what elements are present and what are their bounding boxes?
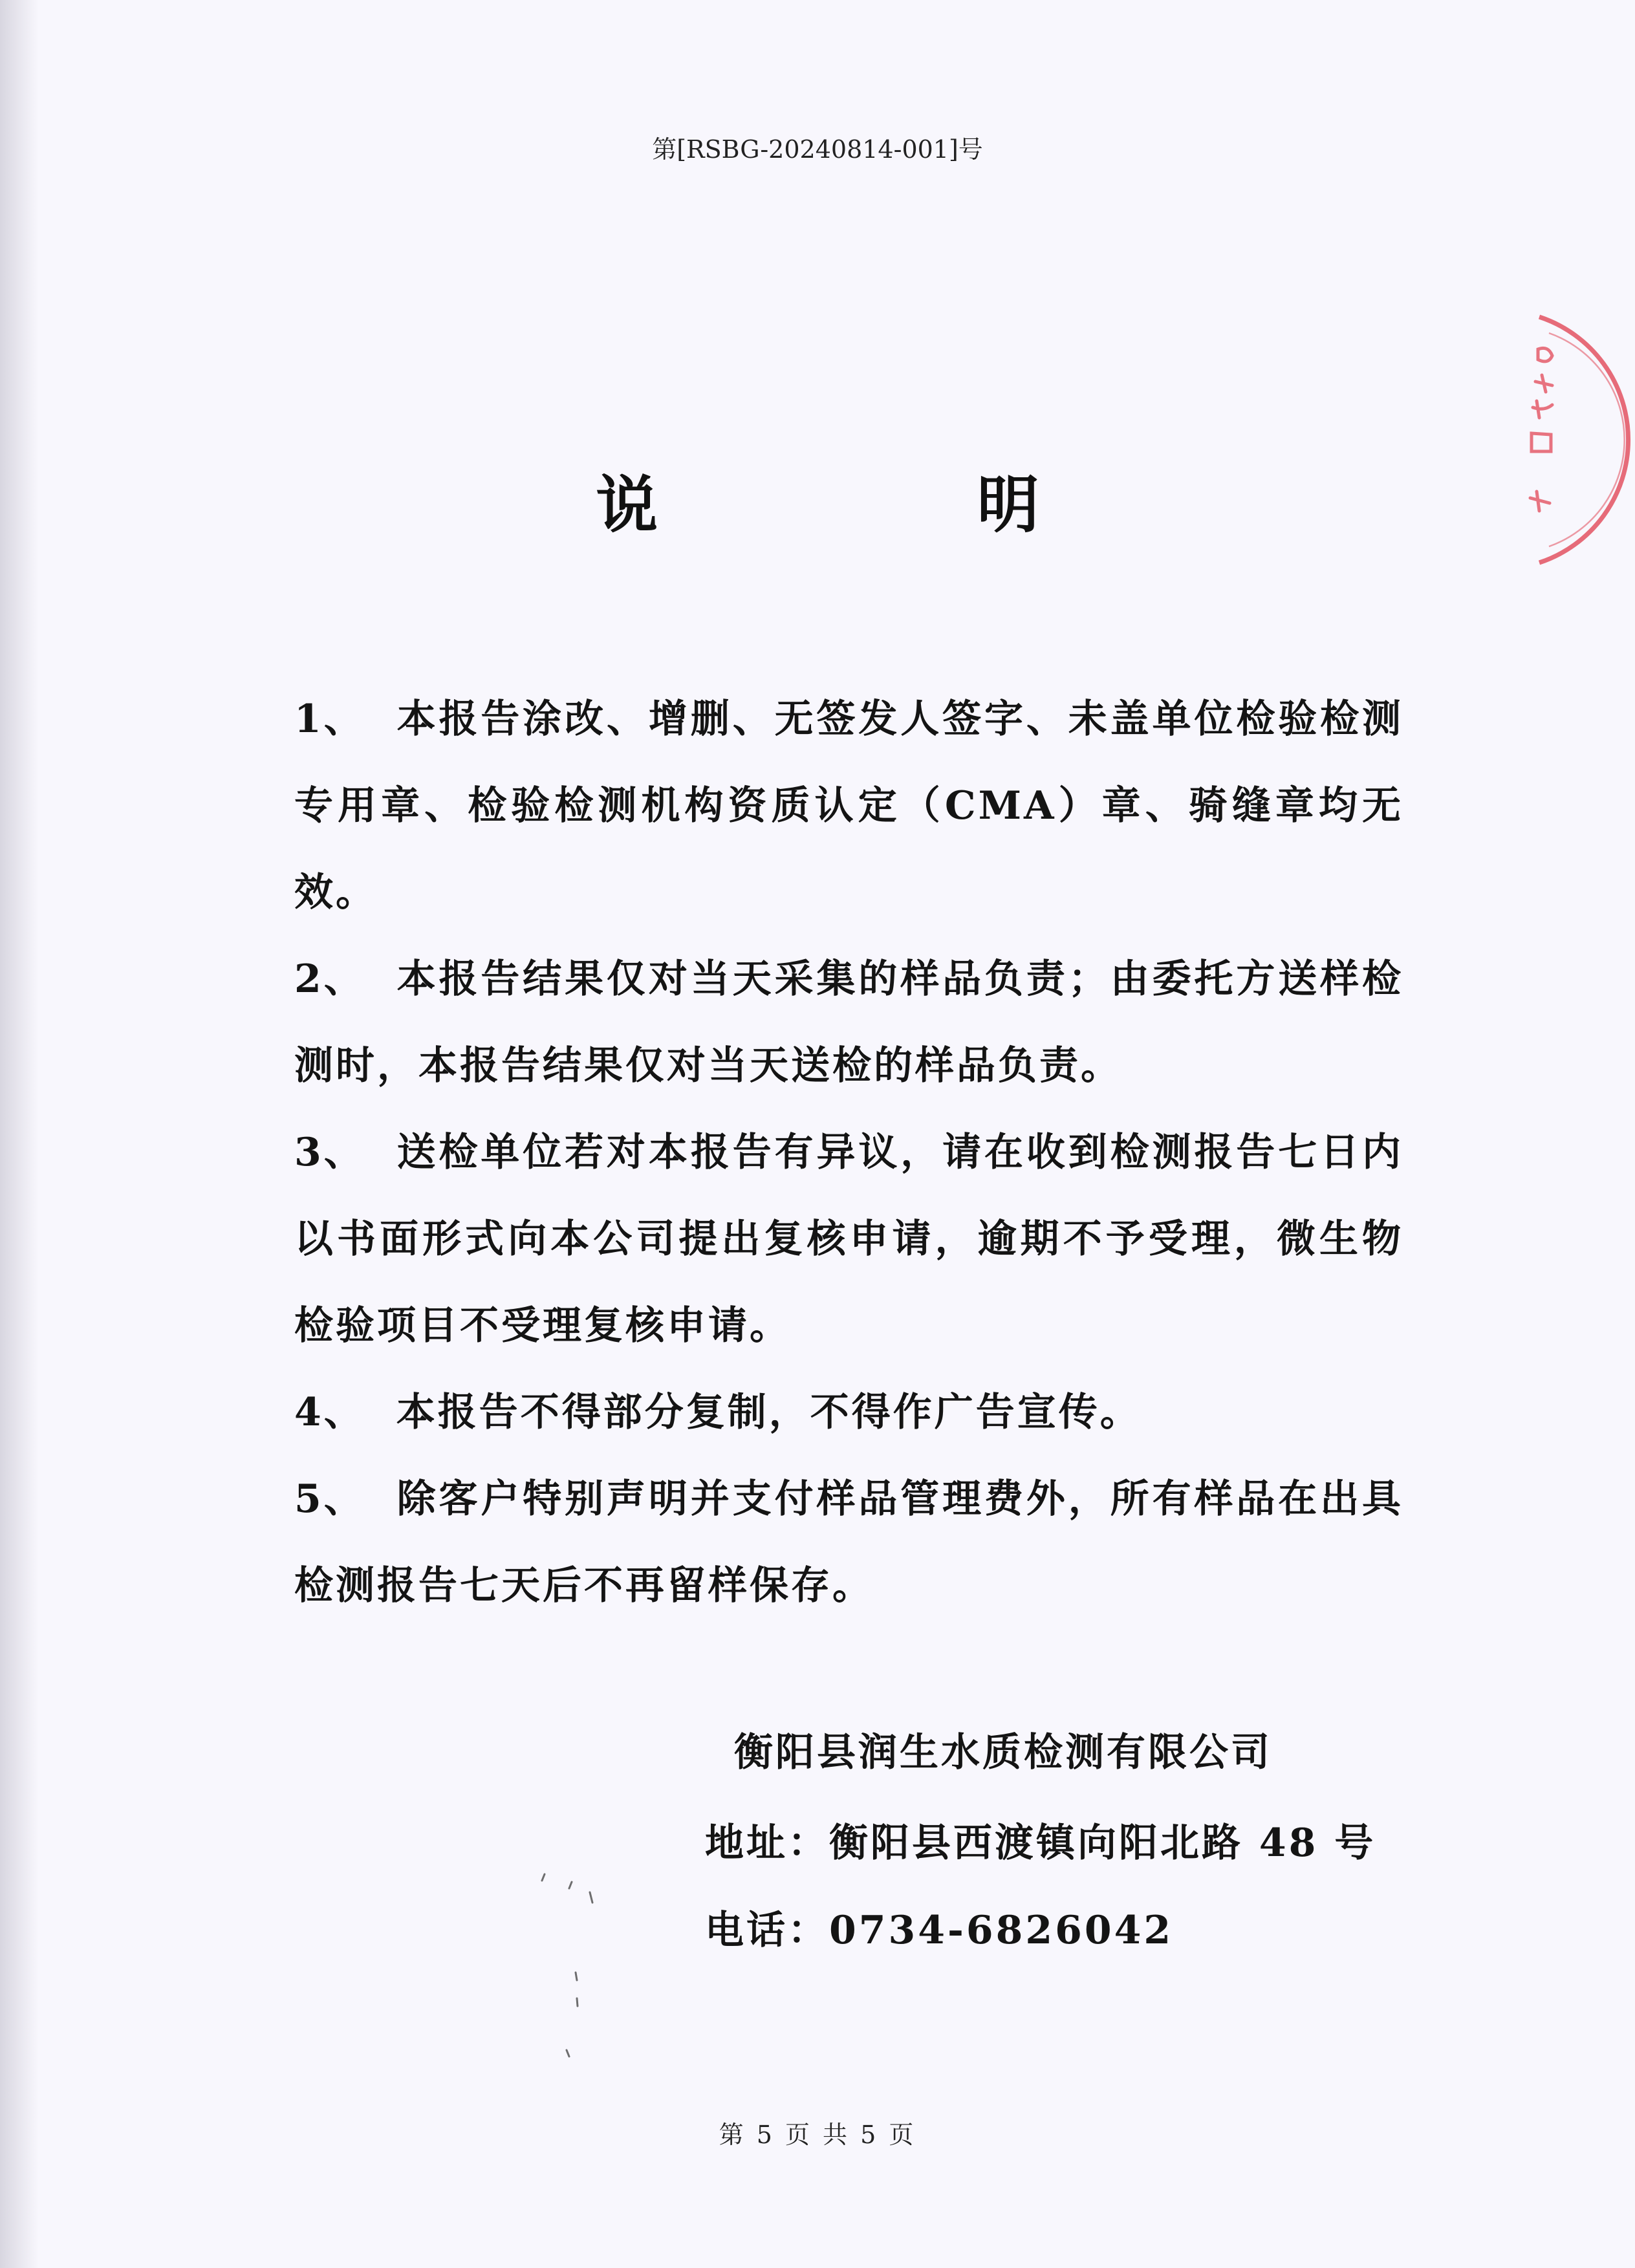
note-item (294, 936, 1403, 1109)
note-number: 2、 (294, 956, 365, 1002)
notes-list (294, 676, 1403, 1629)
address-value: 衡阳县西渡镇向阳北路 48 号 (829, 1820, 1376, 1866)
note-text: 送检单位若对本报告有异议，请在收到检测报告七日内以书面形式向本公司提出复核申请，逾期不予受理，微生物检验项目不受理复核申请。 (294, 1130, 1403, 1348)
note-text: 本报告结果仅对当天采集的样品负责；由委托方送样检测时，本报告结果仅对当天送检的样品负责。 (294, 956, 1403, 1088)
note-number: 3、 (294, 1130, 365, 1175)
note-item (294, 1109, 1403, 1369)
scan-specks (530, 1863, 608, 2069)
company-address (705, 1817, 1376, 1869)
note-text: 除客户特别声明并支付样品管理费外，所有样品在出具检测报告七天后不再留样保存。 (294, 1476, 1403, 1608)
note-text: 本报告不得部分复制，不得作广告宣传。 (396, 1390, 1142, 1435)
note-item (294, 1456, 1403, 1629)
note-number: 4、 (294, 1390, 365, 1435)
company-phone (705, 1905, 1173, 1956)
page-footer: 第 5 页 共 5 页 (719, 2121, 916, 2149)
note-number: 1、 (294, 697, 365, 742)
document-title: 说 明 (596, 468, 1188, 541)
phone-label: 电话： (705, 1908, 829, 1953)
phone-value: 0734-6826042 (829, 1908, 1174, 1953)
note-item (294, 676, 1403, 936)
note-item (294, 1369, 1403, 1456)
note-text: 本报告涂改、增删、无签发人签字、未盖单位检验检测专用章、检验检测机构资质认定（CMA）章、骑缝章均无效。 (294, 697, 1403, 915)
note-number: 5、 (294, 1476, 365, 1522)
company-name: 衡阳县润生水质检测有限公司 (734, 1730, 1272, 1775)
scan-edge-shadow (0, 0, 39, 2268)
address-label: 地址： (705, 1820, 829, 1866)
report-number: 第[RSBG-20240814-001]号 (652, 135, 983, 164)
